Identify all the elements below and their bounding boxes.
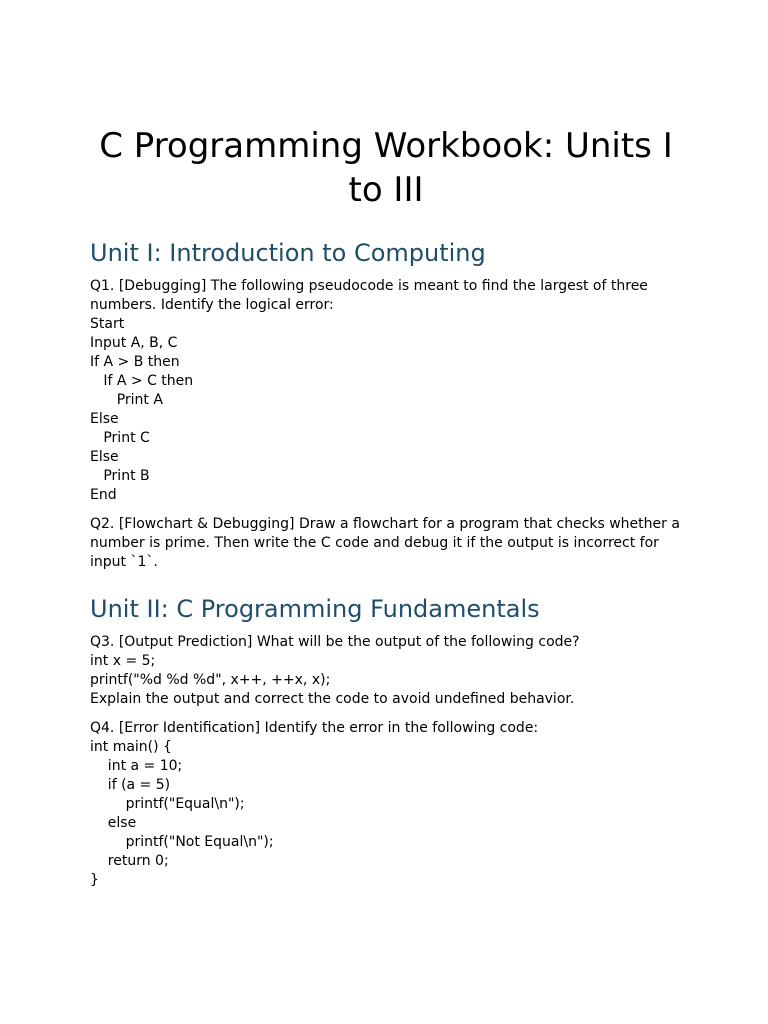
question-4-code	[90, 738, 682, 890]
code-line: Else	[90, 411, 119, 427]
code-line: int x = 5;	[90, 653, 156, 669]
document-page	[90, 124, 682, 890]
question-3-instruction: Explain the output and correct the code to avoid undefined behavior.	[90, 691, 575, 707]
question-1-text: Q1. [Debugging] The following pseudocode is meant to find the largest of three numbers. Identify the logical error:	[90, 278, 648, 313]
code-line: int a = 10;	[90, 758, 183, 774]
code-line: if (a = 5)	[90, 777, 171, 793]
code-line: If A > C then	[90, 373, 194, 389]
question-1-pseudocode	[90, 315, 682, 505]
code-line: Start	[90, 316, 125, 332]
unit-1-heading: Unit I: Introduction to Computing	[90, 239, 486, 267]
code-line: Print A	[90, 392, 163, 408]
code-line: printf("%d %d %d", x++, ++x, x);	[90, 672, 331, 688]
question-4-text: Q4. [Error Identification] Identify the error in the following code:	[90, 720, 539, 736]
page-title: C Programming Workbook: Units I to III	[99, 126, 673, 210]
code-line: else	[90, 815, 137, 831]
code-line: printf("Equal\n");	[90, 796, 245, 812]
code-line: End	[90, 487, 117, 503]
code-line: Else	[90, 449, 119, 465]
code-line: Input A, B, C	[90, 335, 178, 351]
question-3-code	[90, 652, 682, 709]
code-line: Print C	[90, 430, 150, 446]
question-2-text: Q2. [Flowchart & Debugging] Draw a flowchart for a program that checks whether a number is prime. Then write the C code and debug it if the output is incorrect for input `1`.	[90, 516, 680, 570]
question-3-text: Q3. [Output Prediction] What will be the output of the following code?	[90, 634, 580, 650]
code-line: }	[90, 872, 99, 888]
code-line: Print B	[90, 468, 150, 484]
code-line: printf("Not Equal\n");	[90, 834, 274, 850]
code-line: If A > B then	[90, 354, 180, 370]
code-line: return 0;	[90, 853, 169, 869]
code-line: int main() {	[90, 739, 172, 755]
unit-2-heading: Unit II: C Programming Fundamentals	[90, 595, 540, 623]
